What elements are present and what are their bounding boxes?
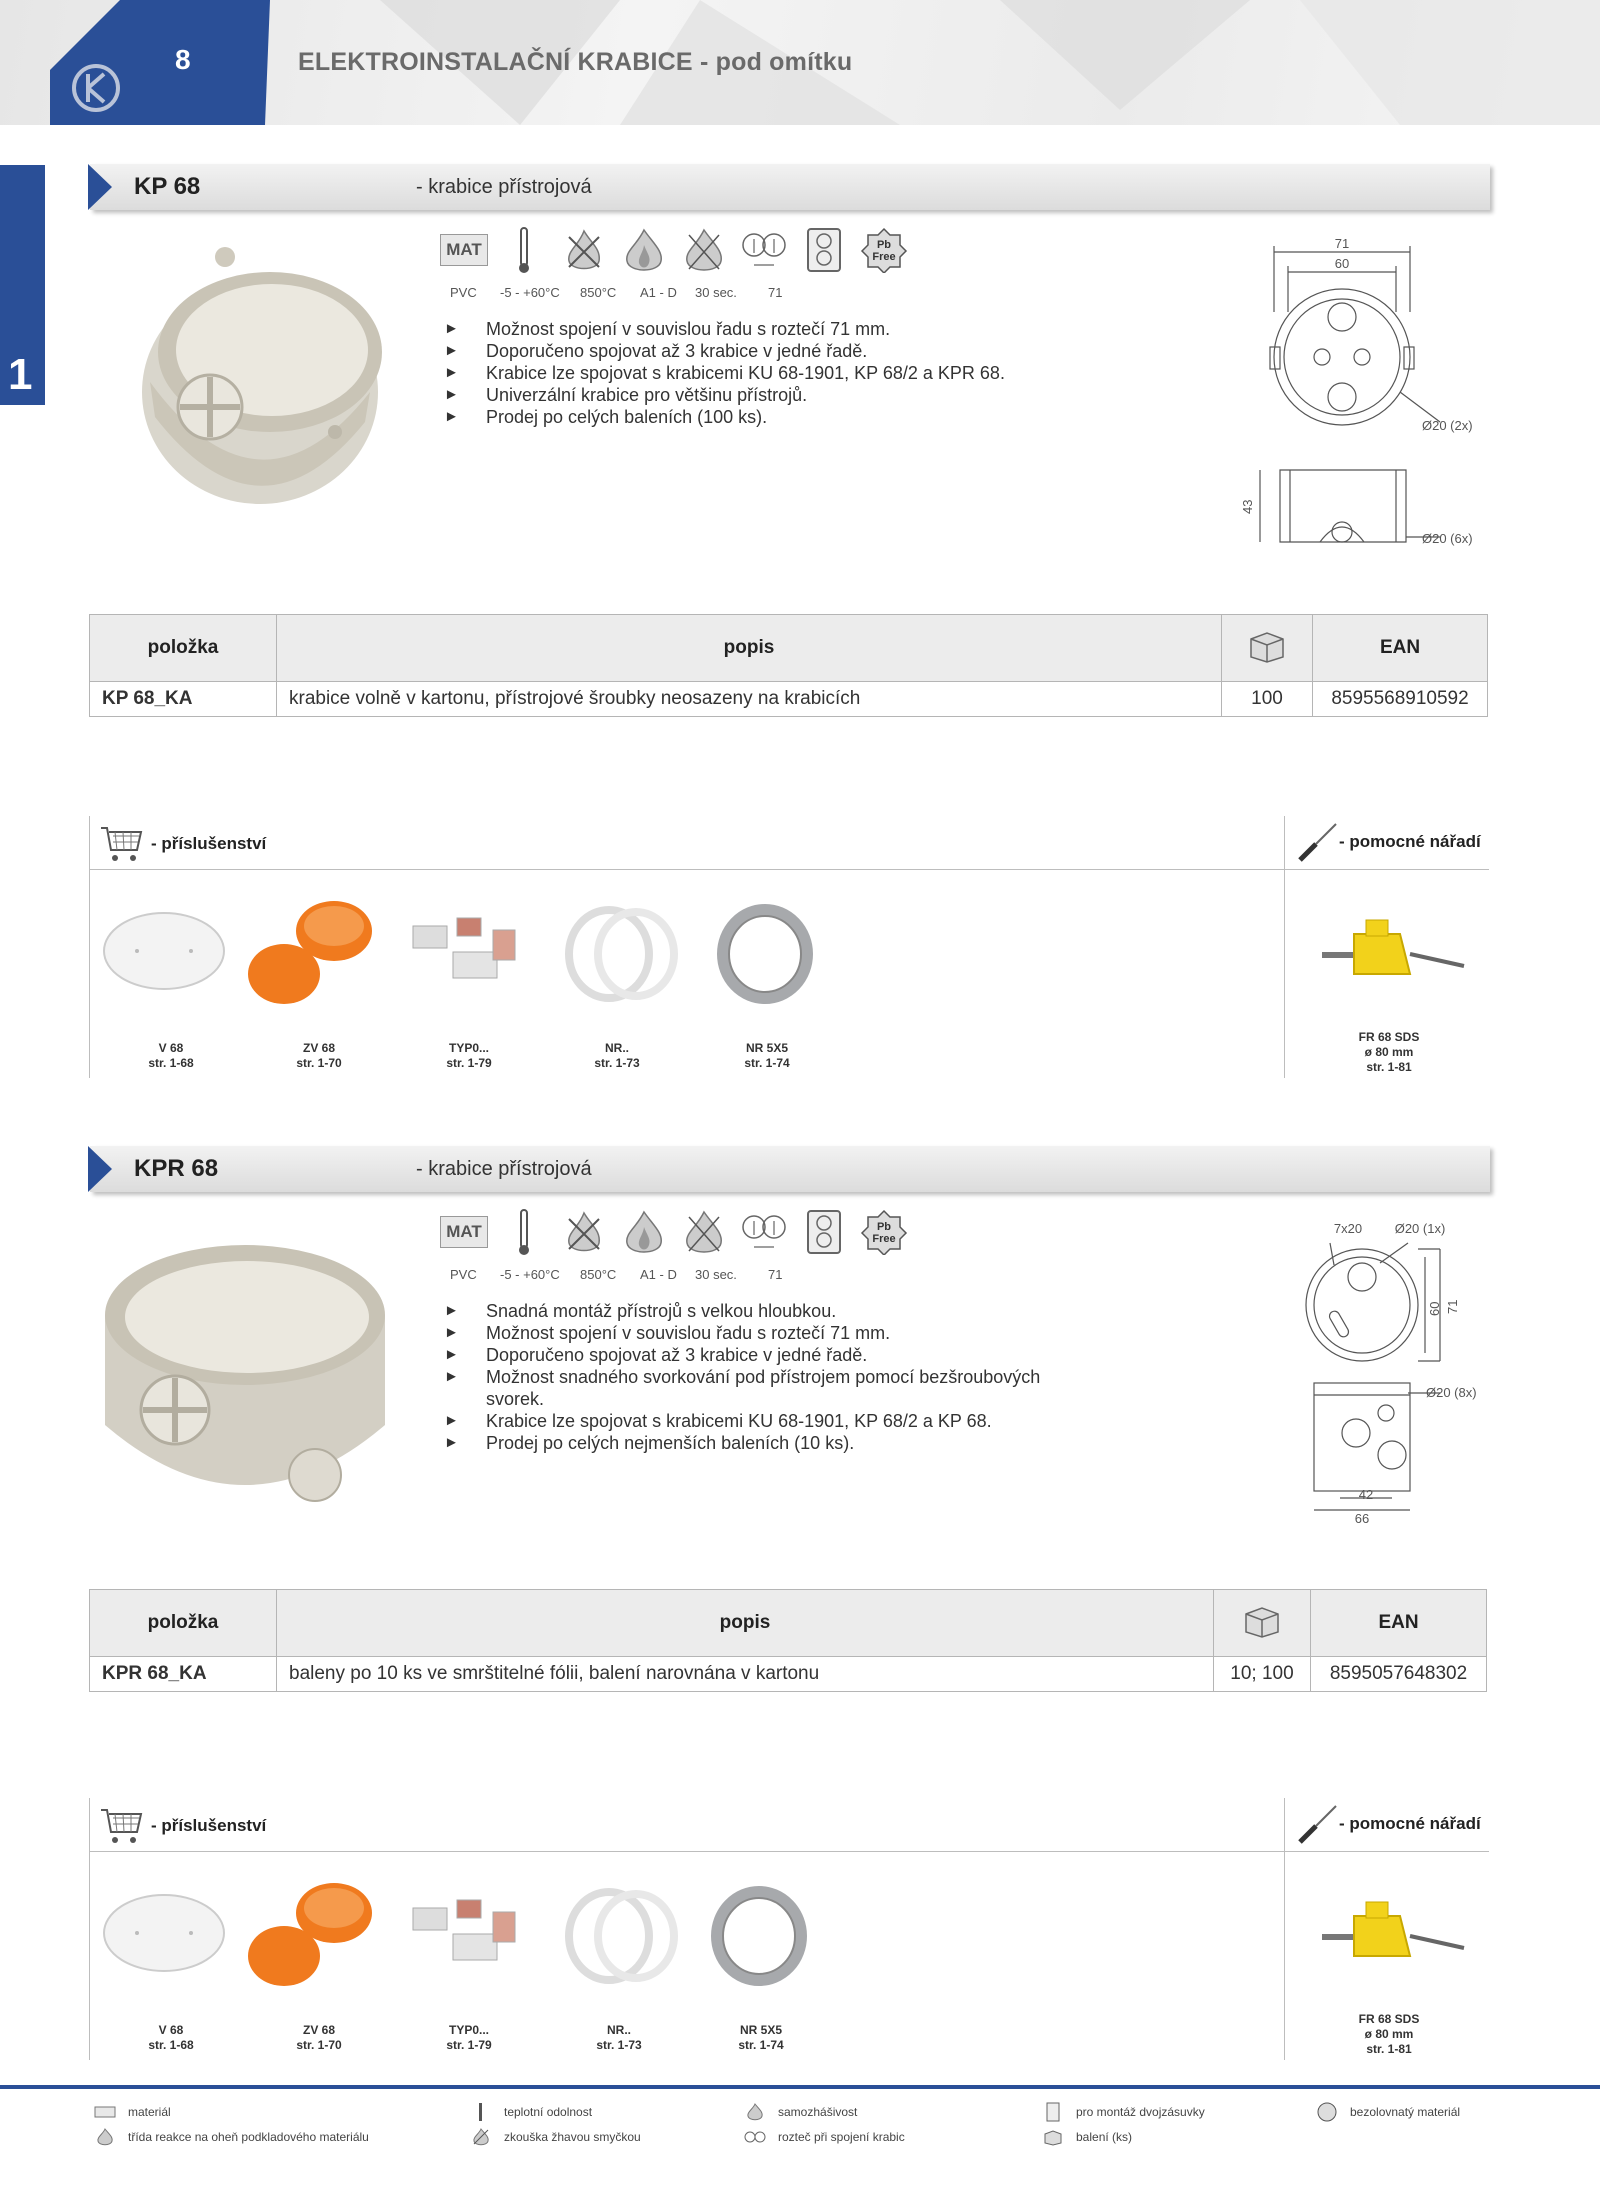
self-extinguishing-icon [560, 226, 608, 274]
tool-image [1314, 1898, 1474, 1978]
column-header: položka [90, 615, 277, 682]
column-header: popis [277, 1590, 1214, 1657]
screwdriver-icon [1294, 818, 1342, 866]
icon-label: 71 [768, 285, 783, 300]
lead-free-icon [1316, 2104, 1338, 2120]
legend-item: zkouška žhavou smyčkou [470, 2129, 641, 2145]
title-arrow [88, 164, 112, 210]
accessory-image [99, 1888, 229, 1978]
icon-labels [0, 285, 783, 300]
item-ean: 8595568910592 [1313, 682, 1488, 717]
title-arrow [88, 1146, 112, 1192]
legend-item: třída reakce na oheň podkladového materiálu [94, 2129, 369, 2145]
column-header: popis [277, 615, 1222, 682]
material-icon [440, 1208, 488, 1256]
legend-item: balení (ks) [1042, 2129, 1132, 2145]
tool-image [1314, 916, 1474, 996]
box-icon [1214, 1590, 1311, 1657]
product-title-bar [90, 1146, 1490, 1192]
glow-wire-icon [680, 1208, 728, 1256]
feature-list [444, 1300, 1074, 1454]
icon-label: -5 - +60°C [500, 1267, 560, 1282]
spacing-icon [744, 2129, 766, 2145]
accessory-label: TYP0... str. 1-79 [446, 1041, 492, 1070]
accessory-label: NR 5X5 str. 1-74 [738, 2023, 784, 2052]
double-socket-icon [800, 226, 848, 274]
cart-icon [99, 1806, 143, 1846]
accessories-panel [89, 816, 1489, 1078]
product-photo [85, 1225, 405, 1525]
legend-item: bezolovnatý materiál [1316, 2104, 1460, 2120]
property-icons [440, 226, 908, 274]
icon-label: 850°C [580, 285, 617, 300]
product-code: KPR 68 [134, 1155, 219, 1182]
technical-drawing [1230, 232, 1500, 562]
dimension-label: 71 [1334, 236, 1350, 251]
legend-item: pro montáž dvojzásuvky [1042, 2104, 1205, 2120]
dimension-label: Ø20 (8x) [1426, 1385, 1477, 1400]
product-photo [110, 232, 400, 522]
flame-reaction-icon [94, 2129, 116, 2145]
icon-label: PVC [450, 285, 477, 300]
glow-wire-icon [680, 226, 728, 274]
item-packaging: 10; 100 [1214, 1657, 1311, 1692]
material-icon [440, 226, 488, 274]
tools-title: - pomocné nářadí [1339, 832, 1481, 851]
glow-wire-icon [470, 2129, 492, 2145]
dimension-label: 43 [1240, 499, 1255, 514]
item-code: KP 68_KA [90, 682, 277, 717]
icon-label: 850°C [580, 1267, 617, 1282]
legend-item: samozhášivost [744, 2104, 857, 2120]
dimension-label: 66 [1354, 1511, 1370, 1526]
feature-item: ► Doporučeno spojovat až 3 krabice v jedné řadě. [444, 340, 1074, 362]
feature-item: ► Krabice lze spojovat s krabicemi KU 68-1901, KP 68/2 a KPR 68. [444, 362, 1074, 384]
mat-label: MAT [440, 1216, 488, 1248]
icon-labels [0, 1267, 783, 1282]
feature-item: ► Prodej po celých baleních (100 ks). [444, 406, 1074, 428]
tools-title: - pomocné nářadí [1339, 1814, 1481, 1833]
page-number: 8 [175, 44, 191, 75]
accessory-image [239, 896, 379, 1016]
accessory-image [405, 916, 535, 996]
self-extinguishing-icon [560, 1208, 608, 1256]
product-table [89, 614, 1488, 717]
feature-item: ► Snadná montáž přístrojů s velkou hloubkou. [444, 1300, 1074, 1322]
dimension-label: 60 [1427, 1301, 1442, 1316]
column-header: EAN [1313, 615, 1488, 682]
accessory-label: NR.. str. 1-73 [594, 1041, 640, 1070]
table-row [90, 1657, 1487, 1692]
property-icons [440, 1208, 908, 1256]
feature-item: ► Možnost spojení v souvislou řadu s roztečí 71 mm. [444, 1322, 1074, 1344]
table-header-row [90, 615, 1488, 682]
technical-drawing [1300, 1215, 1500, 1535]
feature-item: ► Doporučeno spojovat až 3 krabice v jedné řadě. [444, 1344, 1074, 1366]
legend-item: teplotní odolnost [470, 2104, 592, 2120]
lead-free-icon [860, 226, 908, 274]
flame-reaction-icon [620, 1208, 668, 1256]
table-header-row [90, 1590, 1487, 1657]
temperature-icon [500, 1208, 548, 1256]
dimension-label: 71 [1445, 1299, 1460, 1314]
icon-label: PVC [450, 1267, 477, 1282]
icon-label: 30 sec. [695, 285, 737, 300]
column-header: položka [90, 1590, 277, 1657]
accessory-image [561, 1886, 681, 1986]
feature-list [444, 318, 1074, 428]
dimension-label: 7x20 [1333, 1221, 1363, 1236]
item-packaging: 100 [1222, 682, 1313, 717]
table-row [90, 682, 1488, 717]
feature-item: ► Univerzální krabice pro většinu přístrojů. [444, 384, 1074, 406]
accessory-label: NR.. str. 1-73 [596, 2023, 642, 2052]
screwdriver-icon [1294, 1800, 1342, 1848]
accessory-label: V 68 str. 1-68 [148, 2023, 194, 2052]
double-socket-icon [800, 1208, 848, 1256]
cart-icon [99, 824, 143, 864]
accessory-image [99, 906, 229, 996]
icon-label: 30 sec. [695, 1267, 737, 1282]
accessories-panel [89, 1798, 1489, 2060]
tool-label: FR 68 SDS ø 80 mm str. 1-81 [1358, 2012, 1420, 2056]
section-number: 1 [8, 350, 33, 399]
icon-label: A1 - D [640, 1267, 677, 1282]
accessory-image [709, 1886, 809, 1986]
item-code: KPR 68_KA [90, 1657, 277, 1692]
dimension-label: Ø20 (2x) [1422, 418, 1473, 433]
dimension-label: Ø20 (6x) [1422, 531, 1473, 546]
accessory-image [239, 1878, 379, 1998]
feature-item: ► Krabice lze spojovat s krabicemi KU 68-1901, KP 68/2 a KP 68. [444, 1410, 1074, 1432]
item-ean: 8595057648302 [1311, 1657, 1487, 1692]
product-table [89, 1589, 1487, 1692]
accessory-image [405, 1898, 535, 1978]
temperature-icon [470, 2104, 492, 2120]
feature-item: ► Prodej po celých nejmenších baleních (10 ks). [444, 1432, 1074, 1454]
dimension-label: 60 [1334, 256, 1350, 271]
double-socket-icon [1042, 2104, 1064, 2120]
item-description: baleny po 10 ks ve smrštitelné fólii, balení narovnána v kartonu [277, 1657, 1214, 1692]
accessories-title: - příslušenství [151, 834, 267, 853]
legend-item: materiál [94, 2104, 171, 2120]
accessory-image [561, 904, 681, 1004]
feature-item: ► Možnost spojení v souvislou řadu s roztečí 71 mm. [444, 318, 1074, 340]
spacing-icon [740, 1208, 788, 1256]
feature-item: ► Možnost snadného svorkování pod přístrojem pomocí bezšroubových svorek. [444, 1366, 1074, 1410]
material-icon [94, 2104, 116, 2120]
lead-free-top: Pb [876, 239, 892, 251]
icon-label: 71 [768, 1267, 783, 1282]
column-header: EAN [1311, 1590, 1487, 1657]
accessory-label: V 68 str. 1-68 [148, 1041, 194, 1070]
temperature-icon [500, 226, 548, 274]
self-extinguishing-icon [744, 2104, 766, 2120]
spacing-icon [740, 226, 788, 274]
product-title-bar [90, 164, 1490, 210]
item-description: krabice volně v kartonu, přístrojové šroubky neosazeny na krabicích [277, 682, 1222, 717]
accessory-label: TYP0... str. 1-79 [446, 2023, 492, 2052]
lead-free-bottom: Free [872, 251, 896, 263]
lead-free-bottom: Free [872, 1233, 896, 1245]
accessories-title: - příslušenství [151, 1816, 267, 1835]
lead-free-top: Pb [876, 1221, 892, 1233]
box-icon [1042, 2129, 1064, 2145]
mat-label: MAT [440, 234, 488, 266]
accessory-label: ZV 68 str. 1-70 [296, 2023, 342, 2052]
product-description: - krabice přístrojová [416, 1158, 592, 1180]
dimension-label: Ø20 (1x) [1394, 1221, 1446, 1236]
flame-reaction-icon [620, 226, 668, 274]
product-code: KP 68 [134, 173, 201, 200]
footer-divider [0, 2085, 1600, 2089]
legend-item: rozteč při spojení krabic [744, 2129, 905, 2145]
icon-label: -5 - +60°C [500, 285, 560, 300]
dimension-label: 42 [1358, 1487, 1374, 1502]
accessory-image [715, 904, 815, 1004]
product-description: - krabice přístrojová [416, 176, 592, 198]
box-icon [1222, 615, 1313, 682]
accessory-label: NR 5X5 str. 1-74 [744, 1041, 790, 1070]
tool-label: FR 68 SDS ø 80 mm str. 1-81 [1358, 1030, 1420, 1074]
accessory-label: ZV 68 str. 1-70 [296, 1041, 342, 1070]
page-title: ELEKTROINSTALAČNÍ KRABICE - pod omítku [298, 48, 853, 76]
icon-label: A1 - D [640, 285, 677, 300]
lead-free-icon [860, 1208, 908, 1256]
